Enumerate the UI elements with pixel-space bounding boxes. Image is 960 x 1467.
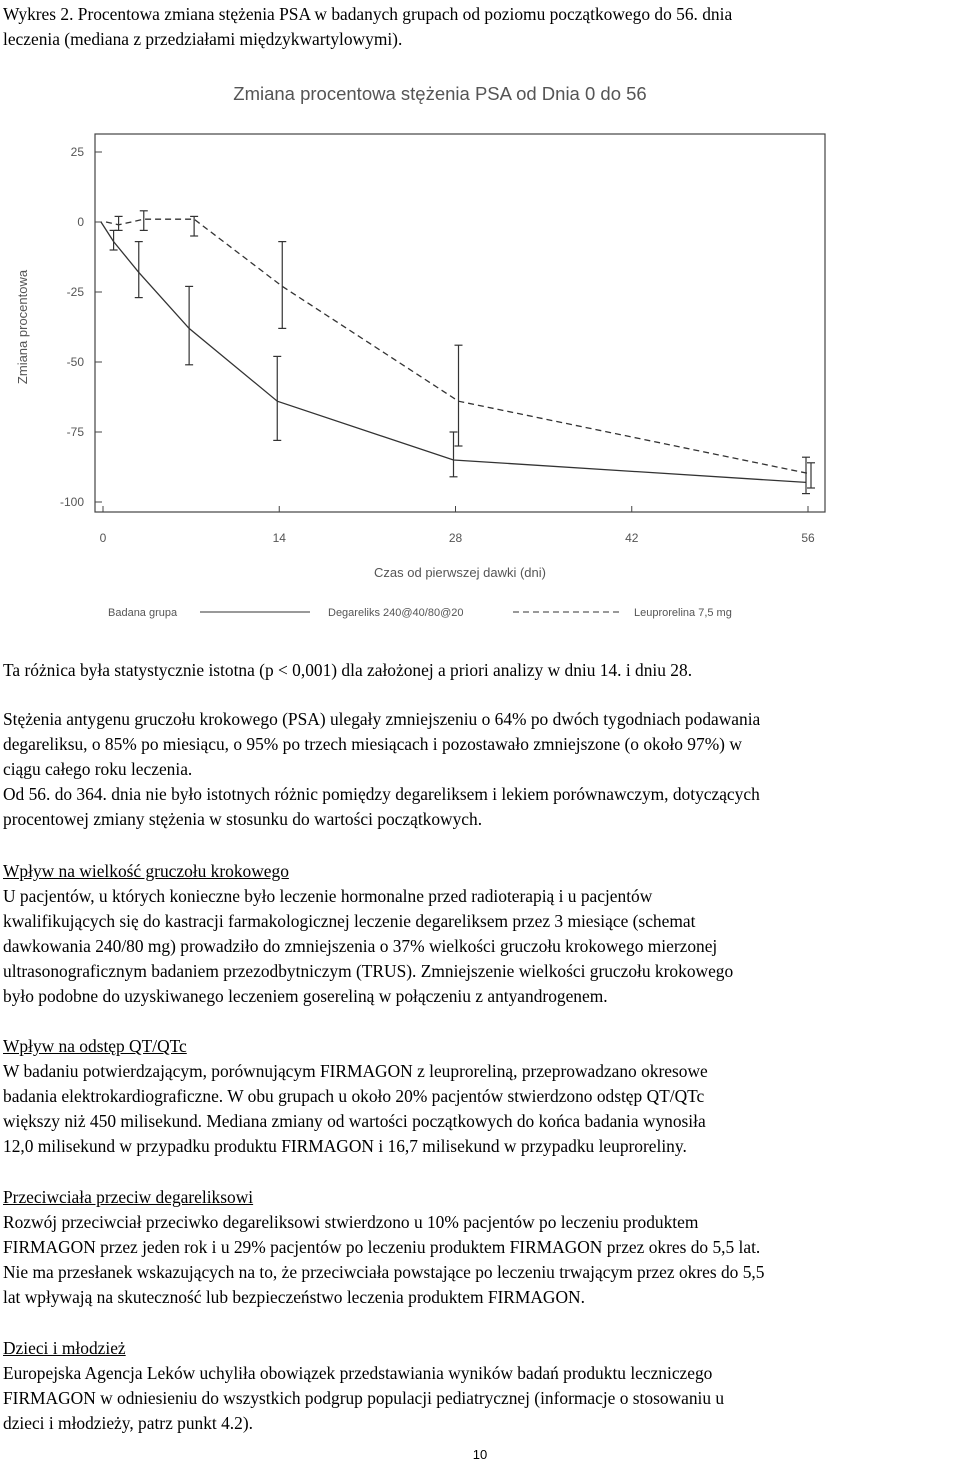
text-line: było podobne do uzyskiwanego leczeniem gosereliną w połączeniu z antyandrogenem. bbox=[3, 986, 608, 1006]
paragraph-significance: Ta różnica była statystycznie istotna (p < 0,001) dla założonej a priori analizy w dniu 14. i dniu 28. bbox=[3, 660, 693, 680]
legend-entry-leuprorelina: Leuprorelina 7,5 mg bbox=[634, 607, 732, 619]
section-heading: Dzieci i młodzież bbox=[3, 1338, 126, 1358]
legend-title: Badana grupa bbox=[108, 607, 178, 619]
text-line: ciągu całego roku leczenia. bbox=[3, 759, 193, 779]
caption-line: Wykres 2. Procentowa zmiana stężenia PSA w badanych grupach od poziomu początkowego do 56. dnia bbox=[3, 4, 733, 24]
psa-change-chart bbox=[0, 62, 960, 622]
section-heading: Wpływ na odstęp QT/QTc bbox=[3, 1036, 187, 1056]
legend-entry-degareliks: Degareliks 240@40/80@20 bbox=[328, 607, 464, 619]
text-line: badania elektrokardiograficzne. W obu grupach u około 20% pacjentów stwierdzono odstęp QT/QTc bbox=[3, 1086, 705, 1106]
x-tick-label: 56 bbox=[801, 531, 815, 545]
legend bbox=[108, 607, 732, 619]
y-tick-label: -100 bbox=[59, 495, 84, 509]
section-heading: Przeciwciała przeciw degareliksowi bbox=[3, 1187, 254, 1207]
y-tick-label: 25 bbox=[70, 145, 84, 159]
section-pediatric bbox=[3, 1336, 959, 1436]
plot-frame bbox=[95, 134, 825, 512]
section-antibodies bbox=[3, 1185, 959, 1310]
text-line: FIRMAGON w odniesieniu do wszystkich podgrup populacji pediatrycznej (informacje o stosowaniu u bbox=[3, 1388, 725, 1408]
text-line: W badaniu potwierdzającym, porównującym FIRMAGON z leuproreliną, przeprowadzano okresowe bbox=[3, 1061, 708, 1081]
series-group bbox=[101, 211, 815, 494]
text-line: Europejska Agencja Leków uchyliła obowiązek przedstawiania wyników badań produktu leczniczego bbox=[3, 1363, 713, 1383]
section-qt-interval bbox=[3, 1034, 959, 1159]
text-line: degareliksu, o 85% po miesiącu, o 95% po trzech miesiącach i pozostawało zmniejszone (o około 97%) w bbox=[3, 734, 742, 754]
y-axis-label: Zmiana procentowa bbox=[15, 269, 30, 385]
text-line: dzieci i młodzieży, patrz punkt 4.2). bbox=[3, 1413, 253, 1433]
section-prostate-size bbox=[3, 859, 959, 1009]
text-line: Stężenia antygenu gruczołu krokowego (PSA) ulegały zmniejszeniu o 64% po dwóch tygodniach podawania bbox=[3, 709, 761, 729]
text-line: FIRMAGON przez jeden rok i u 29% pacjentów po leczeniu produktem FIRMAGON przez okres do 5,5 lat. bbox=[3, 1237, 761, 1257]
text-line: dawkowania 240/80 mg) prowadziło do zmniejszenia o 37% wielkości gruczołu krokowego mierzonej bbox=[3, 936, 718, 956]
text-line: 12,0 milisekund w przypadku produktu FIRMAGON i 16,7 milisekund w przypadku leuproreliny. bbox=[3, 1136, 687, 1156]
text-line: procentowej zmiany stężenia w stosunku do wartości początkowych. bbox=[3, 809, 483, 829]
x-tick-label: 0 bbox=[99, 531, 107, 545]
text-line: Nie ma przesłanek wskazujących na to, że przeciwciała powstające po leczeniu trwającym przez okres do 5,5 bbox=[3, 1262, 765, 1282]
text-line: ultrasonograficznym badaniem przezodbytniczym (TRUS). Zmniejszenie wielkości gruczołu krokowego bbox=[3, 961, 734, 981]
figure-caption bbox=[3, 2, 959, 52]
y-tick-label: 0 bbox=[77, 215, 84, 229]
x-tick-label: 28 bbox=[448, 531, 463, 545]
text-line: Od 56. do 364. dnia nie było istotnych różnic pomiędzy degareliksem i lekiem porównawczym, dotyczących bbox=[3, 784, 760, 804]
y-axis bbox=[60, 145, 102, 509]
text-line: większy niż 450 milisekund. Mediana zmiany od wartości początkowych do końca badania wynosiła bbox=[3, 1111, 706, 1131]
x-tick-label: 42 bbox=[625, 531, 639, 545]
x-axis-label: Czas od pierwszej dawki (dni) bbox=[374, 565, 546, 580]
section-heading: Wpływ na wielkość gruczołu krokowego bbox=[3, 861, 289, 881]
text-line: kwalifikujących się do kastracji farmakologicznej leczenie degareliksem przez 3 miesiące (schemat bbox=[3, 911, 696, 931]
chart-title: Zmiana procentowa stężenia PSA od Dnia 0 do 56 bbox=[233, 83, 647, 104]
text-line: lat wpływają na skuteczność lub bezpieczeństwo leczenia produktem FIRMAGON. bbox=[3, 1287, 585, 1307]
text-line: U pacjentów, u których konieczne było leczenie hormonalne przed radioterapią i u pacjentów bbox=[3, 886, 653, 906]
paragraph-psa bbox=[3, 707, 959, 832]
x-tick-label: 14 bbox=[272, 531, 286, 545]
caption-line: leczenia (mediana z przedziałami międzykwartylowymi). bbox=[3, 29, 403, 49]
y-tick-label: -25 bbox=[66, 285, 84, 299]
y-tick-label: -75 bbox=[66, 425, 84, 439]
page-number: 10 bbox=[472, 1447, 488, 1462]
text-line: Rozwój przeciwciał przeciwko degareliksowi stwierdzono u 10% pacjentów po leczeniu produktem bbox=[3, 1212, 699, 1232]
y-tick-label: -50 bbox=[66, 355, 84, 369]
